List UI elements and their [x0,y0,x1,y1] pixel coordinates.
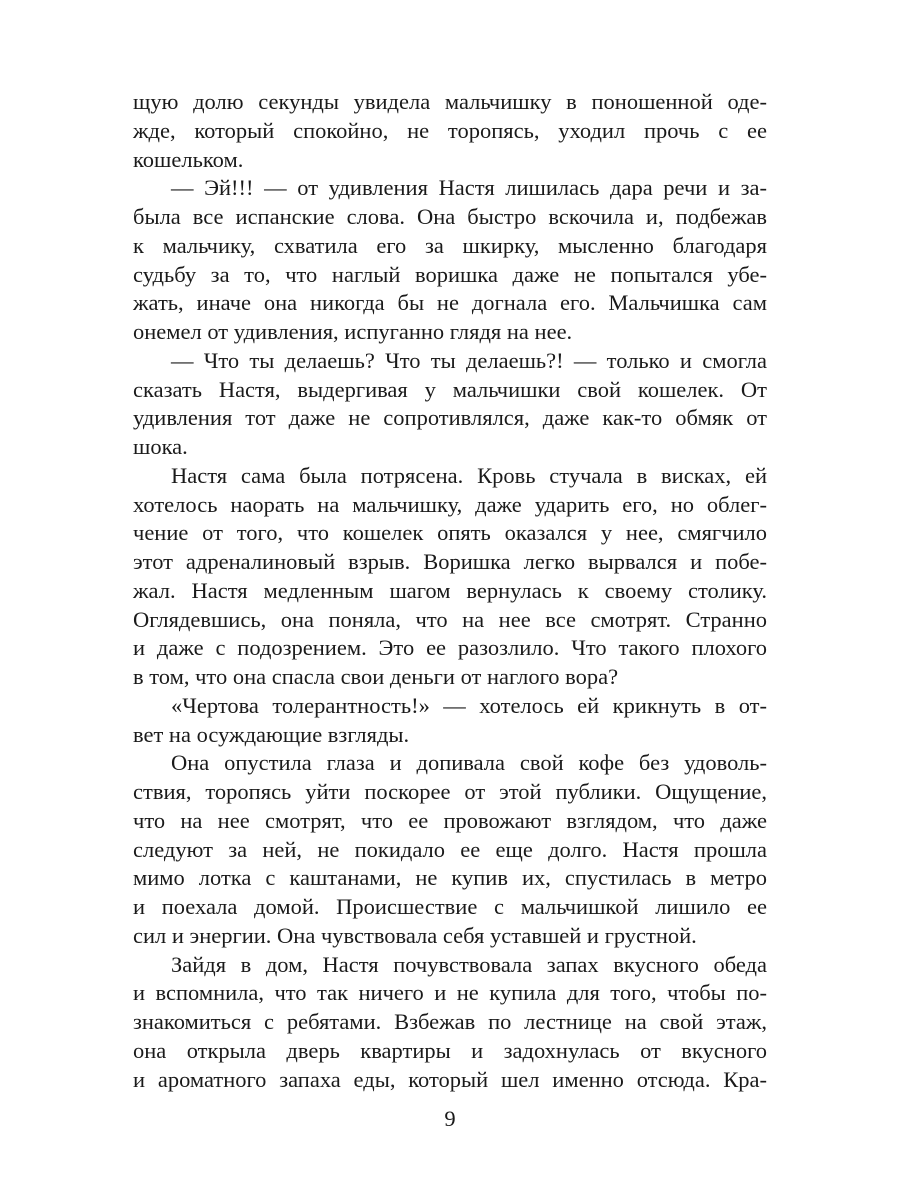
text-line: хотелось наорать на мальчишку, даже ударить его, но облег- [133,491,767,517]
text-line: онемел от удивления, испуганно глядя на нее. [133,319,573,344]
text-line: Настя сама была потрясена. Кровь стучала в висках, ей [171,462,767,488]
text-line: — Эй!!! — от удивления Настя лишилась дара речи и за- [171,175,767,201]
text-line: жде, который спокойно, не торопясь, уходил прочь с ее [133,117,767,143]
text-line: Оглядевшись, она поняла, что на нее все смотрят. Странно [133,606,767,632]
text-line: этот адреналиновый взрыв. Воришка легко вырвался и побе- [133,549,767,574]
page-number: 9 [444,1106,456,1131]
text-line: и даже с подозрением. Это ее разозлило. Что такого плохого [133,635,767,661]
text-line: мимо лотка с каштанами, не купив их, спустилась в метро [133,865,767,891]
text-line: следуют за ней, не покидало ее еще долго. Настя прошла [133,836,767,862]
text-line: щую долю секунды увидела мальчишку в поношенной оде- [133,89,767,114]
text-line: сил и энергии. Она чувствовала себя уставшей и грустной. [133,922,697,948]
text-line: вет на осуждающие взгляды. [133,721,410,747]
body-text [133,88,767,1094]
text-line: удивления тот даже не сопротивлялся, даже как-то обмяк от [133,405,767,431]
text-line: судьбу за то, что наглый воришка даже не попытался убе- [133,261,767,287]
text-line: в том, что она спасла свои деньги от наглого вора? [133,664,619,689]
text-line: и вспомнила, что так ничего и не купила для того, чтобы по- [133,980,767,1006]
text-line: и ароматного запаха еды, который шел именно отсюда. Кра- [133,1066,767,1092]
text-line: — Что ты делаешь? Что ты делаешь?! — только и смогла [171,347,767,373]
text-line: «Чертова толерантность!» — хотелось ей крикнуть в от- [171,692,767,718]
text-line: сказать Настя, выдергивая у мальчишки свой кошелек. От [133,376,767,402]
text-line: жал. Настя медленным шагом вернулась к своему столику. [133,577,767,603]
text-line: и поехала домой. Происшествие с мальчишкой лишило ее [133,894,767,919]
text-line: что на нее смотрят, что ее провожают взглядом, что даже [133,807,767,833]
text-line: Зайдя в дом, Настя почувствовала запах вкусного обеда [171,951,767,977]
text-line: она открыла дверь квартиры и задохнулась от вкусного [133,1037,767,1063]
text-line: шока. [133,434,188,459]
text-line: ствия, торопясь уйти поскорее от этой публики. Ощущение, [133,779,767,804]
text-line: к мальчику, схватила его за шкирку, мысленно благодаря [133,232,767,258]
text-line: знакомиться с ребятами. Взбежав по лестнице на свой этаж, [133,1009,767,1034]
text-line: жать, иначе она никогда бы не догнала его. Мальчишка сам [133,290,767,316]
text-line: Она опустила глаза и допивала свой кофе без удоволь- [171,750,767,776]
text-line: кошельком. [133,146,244,172]
text-line: чение от того, что кошелек опять оказался у нее, смягчило [133,520,767,546]
text-line: была все испанские слова. Она быстро вскочила и, подбежав [133,204,767,229]
